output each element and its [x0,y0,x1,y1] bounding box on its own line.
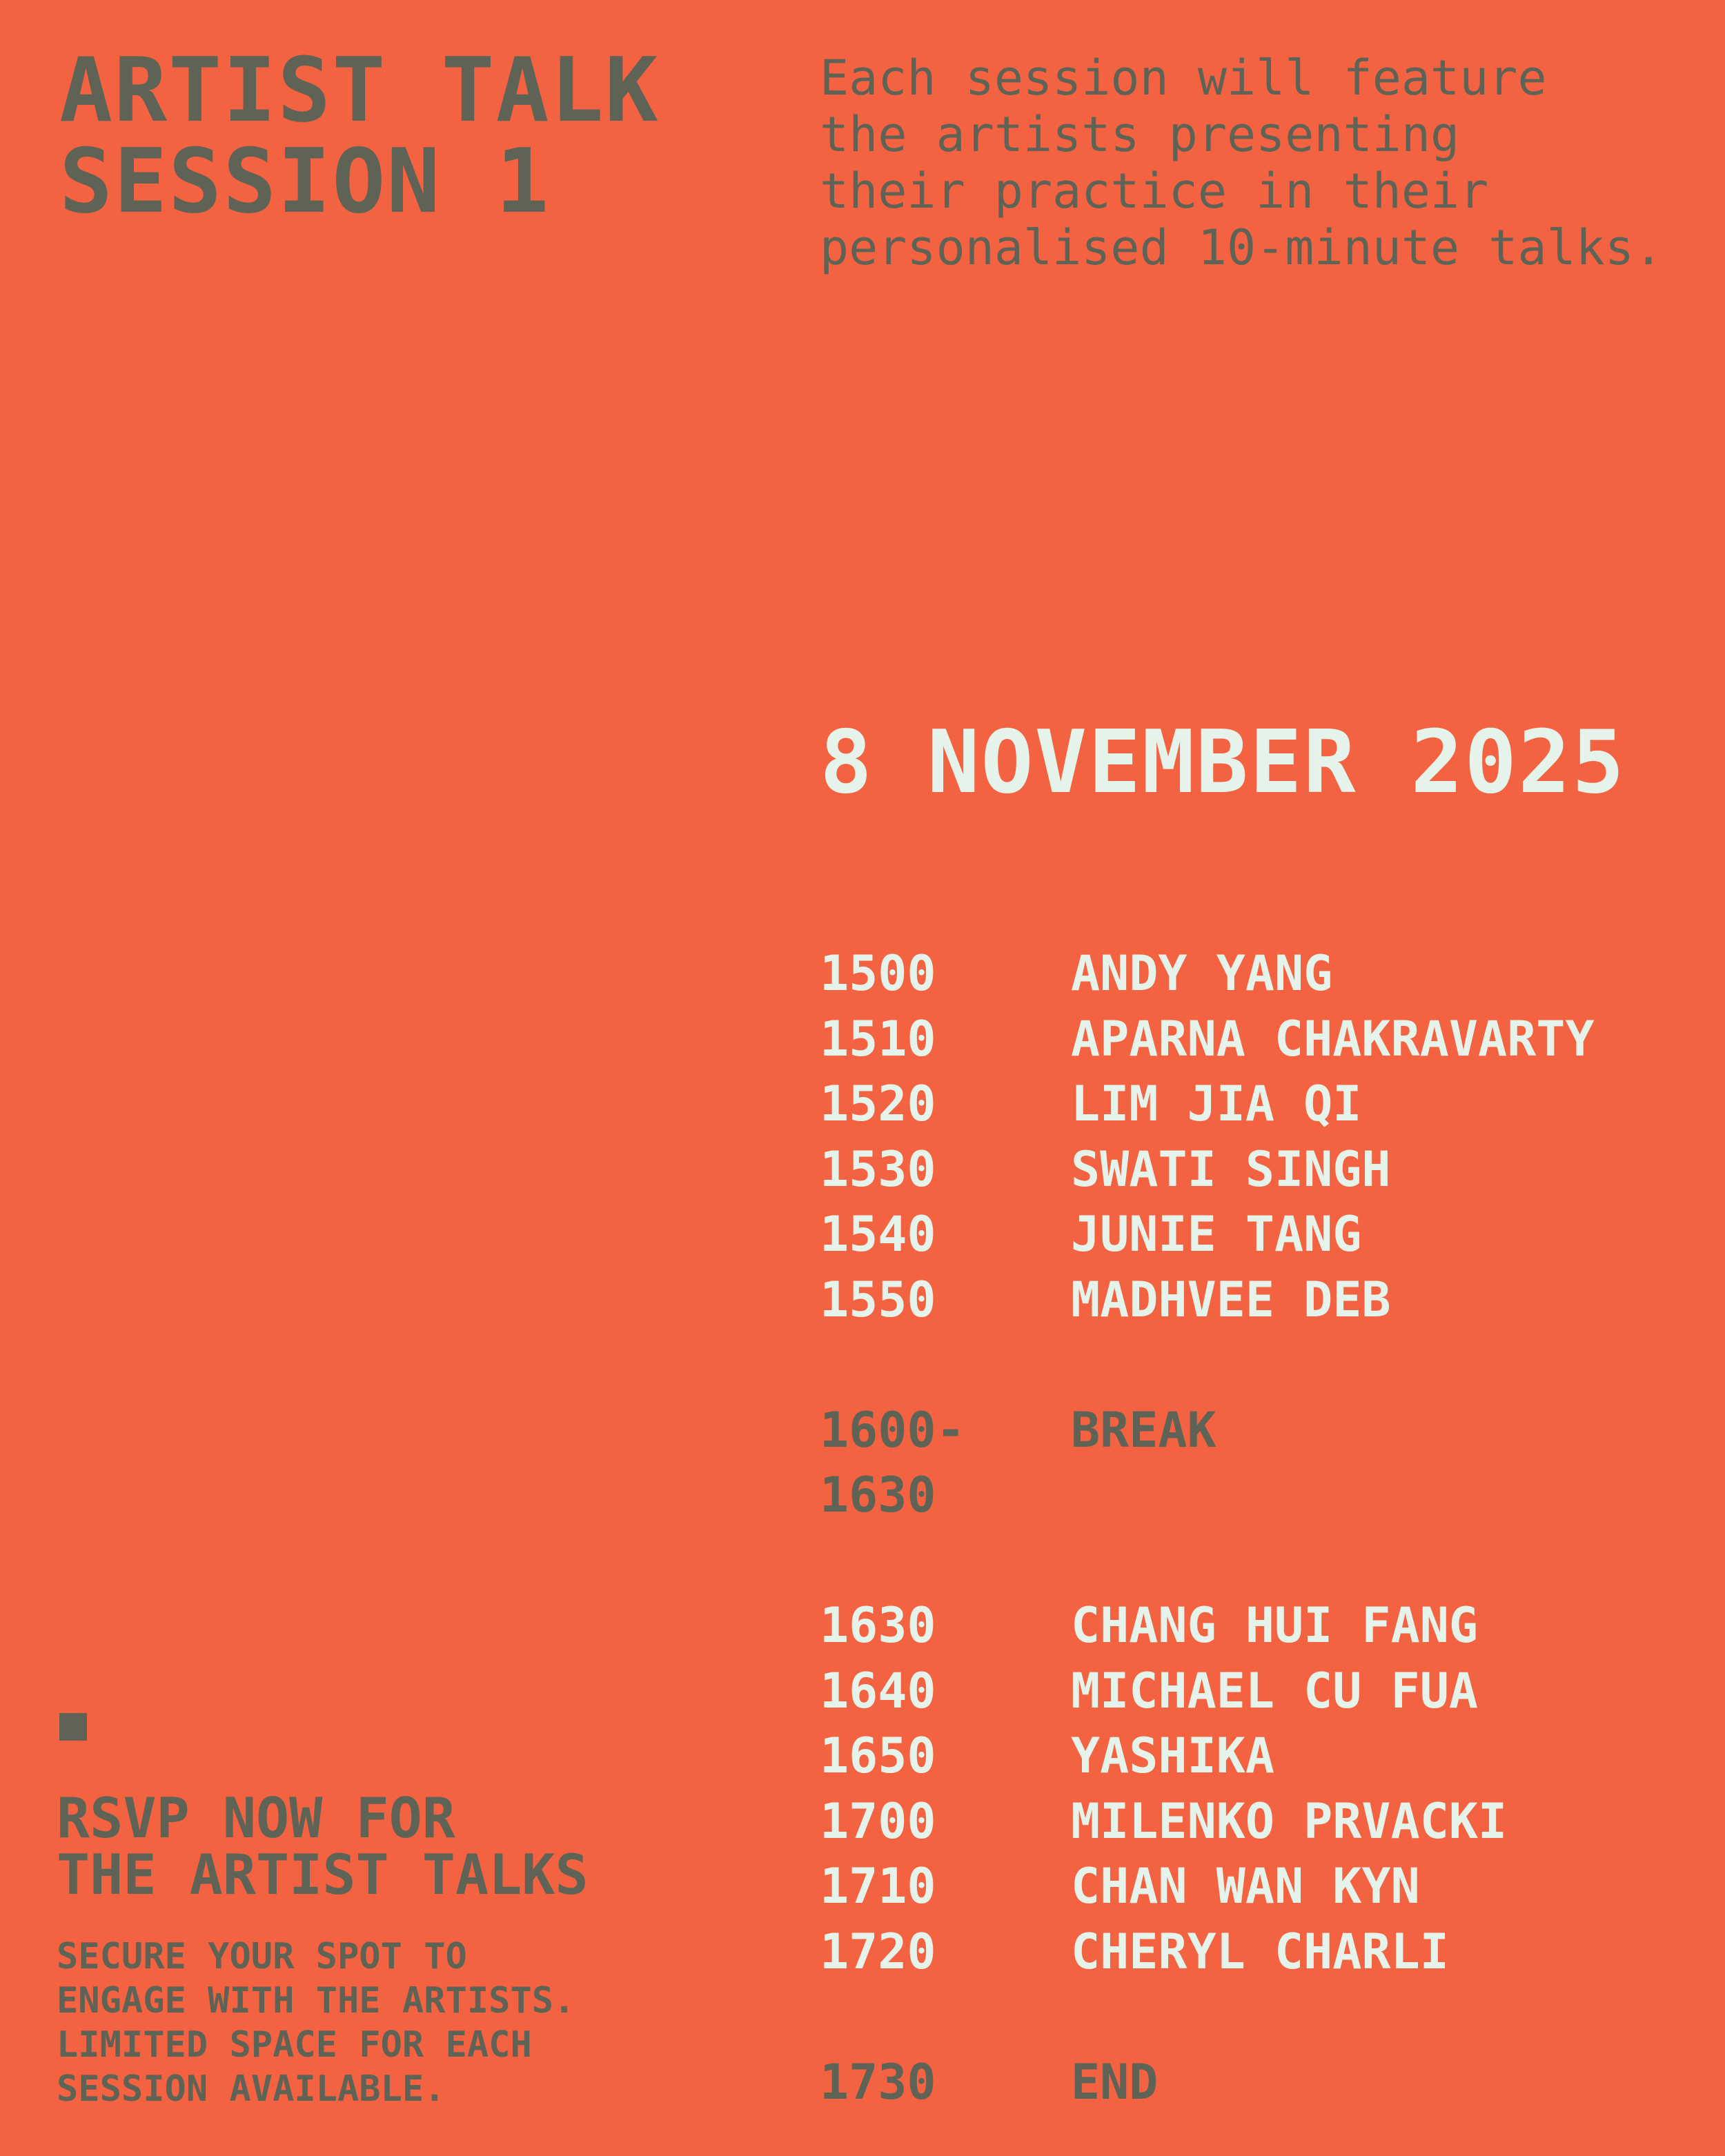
schedule-time: 1710 [820,1858,936,1915]
end-time: 1730 [820,2053,936,2110]
schedule [820,941,1689,2115]
rsvp-heading-line-1: RSVP NOW FOR [57,1786,455,1850]
intro-line-1: Each session will feature [820,50,1547,106]
schedule-spacer [820,1528,1689,1594]
event-date: 8 NOVEMBER 2025 [820,711,1626,813]
schedule-spacer [820,1332,1689,1398]
schedule-time: 1510 [820,1010,936,1067]
rsvp-body-line-2: ENGAGE WITH THE ARTISTS. [57,1980,575,2021]
title-line-2: SESSION 1 [59,130,551,233]
speaker-name: MICHAEL CU FUA [1071,1662,1479,1719]
speaker-name: LIM JIA QI [1071,1076,1362,1132]
rsvp-body-line-1: SECURE YOUR SPOT TO [57,1936,467,1977]
schedule-row [820,1267,1689,1333]
schedule-time: 1630 [820,1597,936,1654]
intro-line-2: the artists presenting [820,106,1460,163]
break-row [820,1398,1689,1463]
schedule-row [820,1007,1689,1072]
rsvp-body-line-4: SESSION AVAILABLE. [57,2068,446,2110]
schedule-row [820,1854,1689,1919]
speaker-name: CHERYL CHARLI [1071,1923,1449,1980]
speaker-name: SWATI SINGH [1071,1140,1391,1198]
schedule-row [820,1789,1689,1855]
page-title [59,39,660,233]
schedule-time: 1700 [820,1792,936,1850]
schedule-row [820,1071,1689,1137]
speaker-name: APARNA CHAKRAVARTY [1071,1010,1595,1067]
rsvp-body [57,1935,575,2111]
schedule-row [820,1593,1689,1659]
speaker-name: MILENKO PRVACKI [1071,1792,1508,1850]
schedule-time: 1530 [820,1140,936,1198]
schedule-time: 1550 [820,1271,936,1328]
schedule-time: 1720 [820,1923,936,1980]
schedule-time: 1500 [820,945,936,1002]
intro-line-4: personalised 10-minute talks. [820,219,1664,276]
speaker-name: YASHIKA [1071,1728,1275,1784]
square-marker [59,1713,87,1741]
speaker-name: ANDY YANG [1071,945,1333,1002]
intro-text [820,50,1663,276]
schedule-row [820,1659,1689,1724]
break-label: BREAK [1071,1401,1216,1458]
end-label: END [1071,2053,1159,2110]
title-line-1: ARTIST TALK [59,39,660,142]
schedule-row [820,941,1689,1007]
speaker-name: JUNIE TANG [1071,1206,1362,1263]
schedule-row [820,1919,1689,1985]
speaker-name: CHAN WAN KYN [1071,1858,1420,1915]
rsvp-heading-line-2: THE ARTIST TALKS [57,1843,589,1907]
schedule-row [820,1723,1689,1789]
schedule-time: 1650 [820,1728,936,1784]
schedule-row [820,1202,1689,1267]
schedule-time: 1520 [820,1076,936,1132]
schedule-time: 1540 [820,1206,936,1263]
schedule-spacer [820,1984,1689,2050]
rsvp-body-line-3: LIMITED SPACE FOR EACH [57,2024,532,2066]
break-time-start: 1600- [820,1401,965,1458]
speaker-name: MADHVEE DEB [1071,1271,1391,1328]
speaker-name: CHANG HUI FANG [1071,1597,1479,1654]
schedule-time: 1640 [820,1662,936,1719]
rsvp-heading [57,1786,589,1907]
intro-line-3: their practice in their [820,163,1489,219]
end-row [820,2050,1689,2115]
schedule-row [820,1137,1689,1203]
break-time-end: 1630 [820,1467,936,1523]
break-row-end [820,1463,1689,1528]
